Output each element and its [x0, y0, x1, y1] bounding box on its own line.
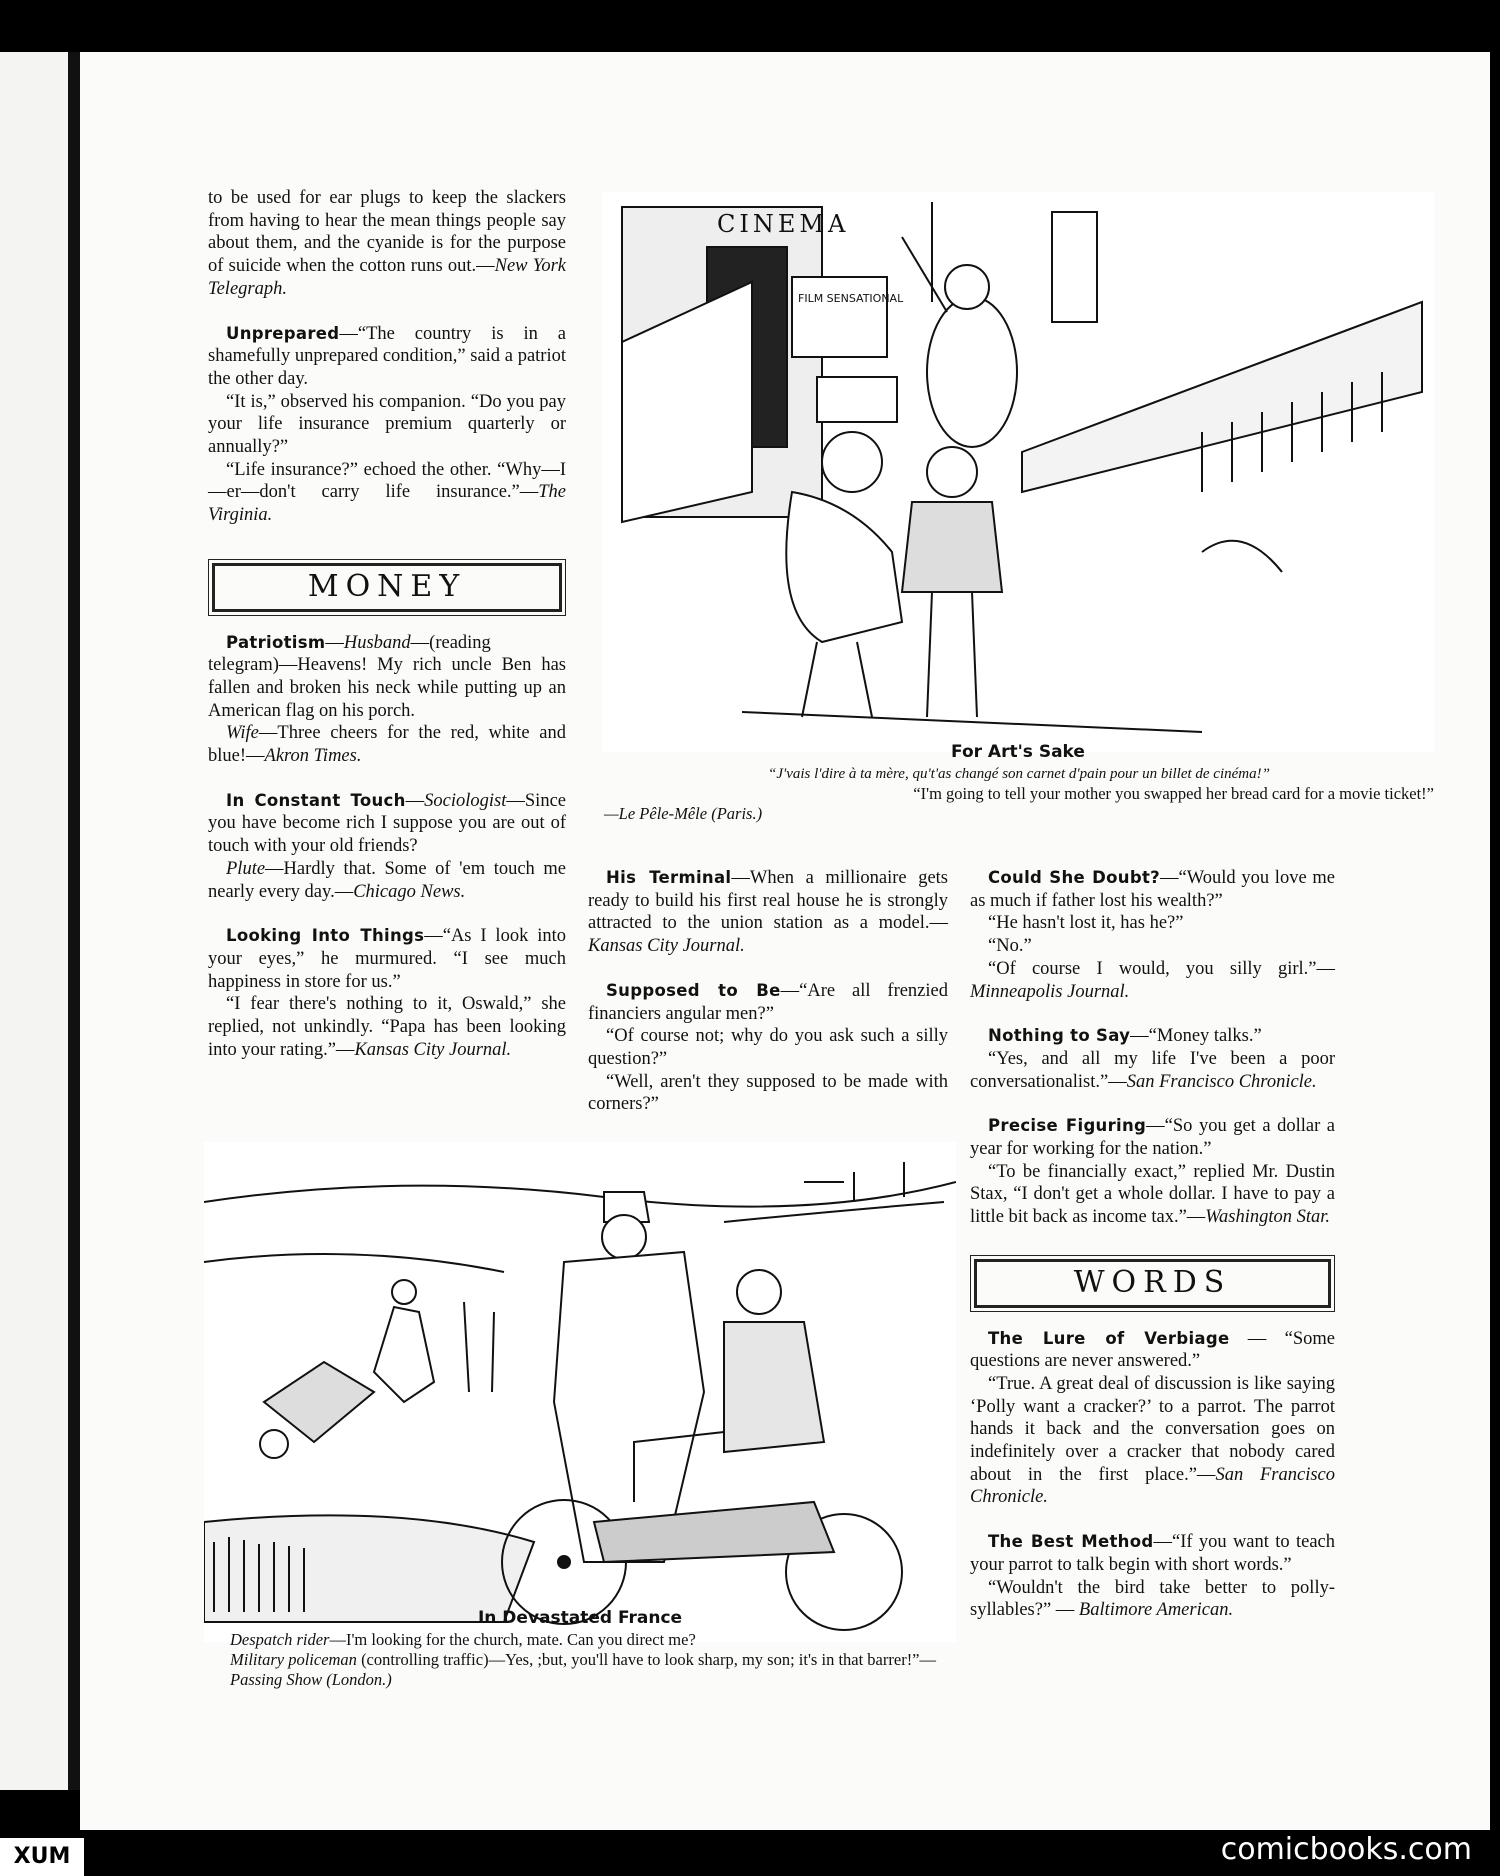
text-paragraph: “Of course not; why do you ask such a silly question?”	[588, 1026, 948, 1069]
cartoon-title: For Art's Sake	[951, 742, 1085, 762]
page-gutter	[68, 52, 80, 1790]
text-paragraph: “Life insurance?” echoed the other. “Why—I—er—don't carry life insurance.”—The Virginia.	[208, 459, 566, 526]
caption-english: “I'm going to tell your mother you swapped her bread card for a movie ticket!”	[913, 784, 1434, 803]
joke-patriotism: Patriotism—Husband—(reading telegram)—Heavens! My rich uncle Ben has fallen and broken his neck while putting up an American flag on his porch.	[208, 632, 566, 721]
text-paragraph: “Yes, and all my life I've been a poor conversationalist.”—San Francisco Chronicle.	[970, 1048, 1335, 1092]
joke-lure-of-verbiage: The Lure of Verbiage — “Some questions are never answered.”	[970, 1328, 1335, 1372]
cinema-sign: CINEMA	[717, 210, 850, 238]
facing-page-edge	[0, 52, 68, 1790]
text-paragraph: “Well, aren't they supposed to be made with corners?”	[588, 1071, 948, 1115]
joke-best-method: The Best Method—“If you want to teach your parrot to talk begin with short words.”	[970, 1532, 1335, 1575]
cartoon-caption	[604, 764, 1434, 824]
joke-his-terminal: His Terminal—When a millionaire gets ready to build his first real house he is strongly attracted to the union station as a model.—Kansas City Journal.	[588, 868, 948, 957]
joke-could-she-doubt: Could She Doubt?—“Would you love me as much if father lost his wealth?”	[970, 868, 1335, 911]
text-paragraph: “To be financially exact,” replied Mr. Dustin Stax, “I don't get a whole dollar. I have to pay a little bit back as income tax.”—Washington Star.	[970, 1161, 1335, 1228]
text-paragraph: “No.”	[988, 936, 1032, 957]
section-heading-words: WORDS	[974, 1259, 1331, 1308]
joke-supposed-to-be: Supposed to Be—“Are all frenzied financiers angular men?”	[588, 980, 948, 1024]
cartoon-drawing	[204, 1142, 956, 1642]
joke-constant-touch: In Constant Touch—Sociologist—Since you have become rich I suppose you are out of touch with your old friends?	[208, 790, 566, 857]
caption-line: Military policeman (controlling traffic)—Yes, ;but, you'll have to look sharp, my son; it's in that barrer!”—Passing Show (London.)	[230, 1650, 937, 1689]
text-paragraph: “I fear there's nothing to it, Oswald,” she replied, not unkindly. “Papa has been looking into your rating.”—Kansas City Journal.	[208, 994, 566, 1060]
joke-looking-into-things: Looking Into Things—“As I look into your eyes,” he murmured. “I see much happiness in store for us.”	[208, 926, 566, 992]
text-paragraph: to be used for ear plugs to keep the slackers from having to hear the mean things people say about them, and the cyanide is for the purpose of suicide when the cotton runs out.—New York Telegraph.	[208, 188, 566, 299]
caption-line: Despatch rider—I'm looking for the church, mate. Can you direct me?	[230, 1630, 696, 1649]
archive-logo: XUM	[0, 1838, 84, 1876]
cartoon-drawing	[602, 192, 1434, 752]
text-paragraph: “He hasn't lost it, has he?”	[988, 913, 1184, 934]
text-paragraph: Wife—Three cheers for the red, white and blue!—Akron Times.	[208, 723, 566, 767]
caption-source: —Le Pêle-Mêle (Paris.)	[604, 804, 763, 823]
text-paragraph: “Of course I would, you silly girl.”—Minneapolis Journal.	[970, 958, 1335, 1002]
text-paragraph: Plute—Hardly that. Some of 'em touch me nearly every day.—Chicago News.	[208, 858, 566, 902]
text-paragraph: “It is,” observed his companion. “Do you pay your life insurance premium quarterly or annually?”	[208, 391, 566, 458]
cartoon-devastated-france	[204, 1142, 956, 1642]
film-poster: FILM SENSATIONAL	[798, 292, 904, 305]
caption-french: “J'vais l'dire à ta mère, qu't'as changé son carnet d'pain pour un billet de cinéma!”	[768, 766, 1270, 782]
joke-precise-figuring: Precise Figuring—“So you get a dollar a year for working for the nation.”	[970, 1116, 1335, 1160]
section-heading-money: MONEY	[212, 563, 562, 612]
right-column	[970, 867, 1335, 1622]
site-watermark[interactable]: comicbooks.com	[1220, 1832, 1472, 1867]
text-paragraph: “Wouldn't the bird take better to polly-syllables?” — Baltimore American.	[970, 1577, 1335, 1621]
text-paragraph: “True. A great deal of discussion is like saying ‘Polly want a cracker?’ to a parrot. The parrot hands it back and the conversation goes on indefinitely over a cracker that nobody cared about in the first place.”—San Francisco Chronicle.	[970, 1373, 1335, 1508]
cartoon-for-arts-sake	[602, 192, 1434, 752]
magazine-page	[80, 52, 1490, 1830]
joke-unprepared: Unprepared—“The country is in a shamefully unprepared condition,” said a patriot the other day.	[208, 323, 566, 389]
joke-nothing-to-say: Nothing to Say—“Money talks.”	[988, 1026, 1262, 1047]
middle-column	[588, 867, 948, 1116]
left-column	[208, 187, 566, 1062]
cartoon-caption	[230, 1630, 950, 1690]
cartoon-title: In Devastated France	[477, 1608, 683, 1628]
